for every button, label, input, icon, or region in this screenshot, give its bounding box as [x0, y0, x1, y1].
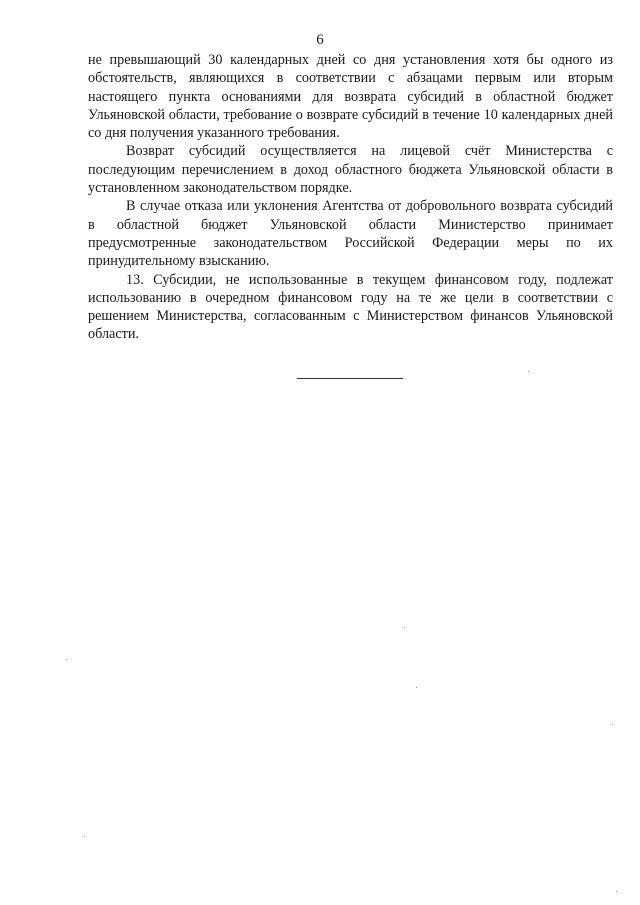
scan-speck	[612, 724, 613, 725]
scan-speck	[416, 687, 417, 688]
scan-speck	[616, 891, 617, 892]
document-body	[88, 51, 613, 344]
end-divider-line	[297, 378, 403, 379]
paragraph-continuation: не превышающий 30 календарных дней со дня установления хотя бы одного из обстоятельств, являющихся в соответствии с абзацами первым или вторым настоящего пункта основаниями для возврата субсидий в областной бюджет Ульяновской области, требование о возврате субсидий в течение 10 календарных дней со дня получения указанного требования.	[88, 52, 613, 142]
paragraph-forced-recovery: В случае отказа или уклонения Агентства от добровольного возврата субсидий в областной бюджет Ульяновской области Министерство принимает предусмотренные законодательством Российской Федерации меры по их принудительному взысканию.	[88, 198, 613, 270]
paragraph-item-13: 13. Субсидии, не использованные в текущем финансовом году, подлежат использованию в очередном финансовом году на те же цели в соответствии с решением Министерства, согласованным с Министерством финансов Ульяновской области.	[88, 271, 613, 343]
scan-speck	[84, 836, 85, 837]
page-number: 6	[316, 32, 324, 48]
paragraph-refund-account: Возврат субсидий осуществляется на лицевой счёт Министерства с последующим перечислением в доход областного бюджета Ульяновской области в установленном законодательством порядке.	[88, 143, 613, 197]
scan-speck	[404, 627, 405, 628]
scan-speck	[66, 659, 67, 660]
scan-speck	[528, 371, 529, 372]
